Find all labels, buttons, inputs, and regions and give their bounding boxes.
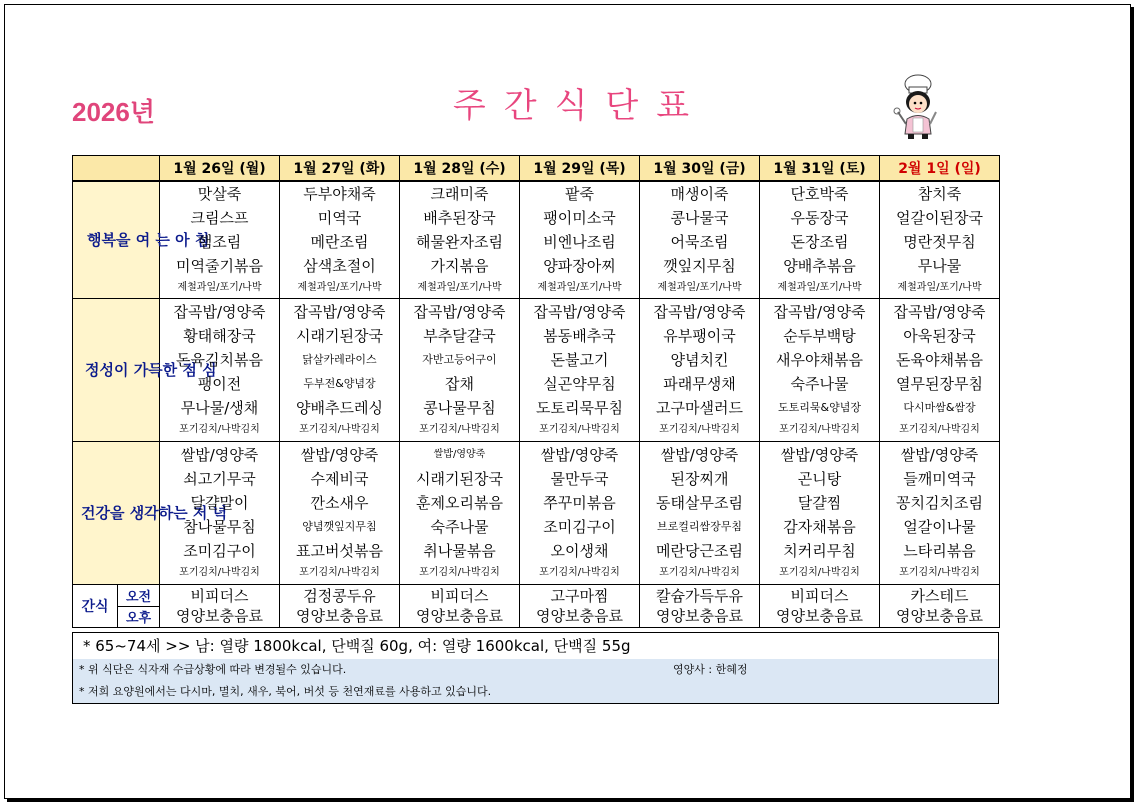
side-note: 제철과일/포기/나박	[177, 282, 262, 293]
menu-item: 잡곡밥/영양죽	[293, 303, 386, 321]
snack-am: 카스테드	[910, 587, 969, 605]
menu-item: 쌀밥/영양죽	[780, 446, 859, 464]
menu-item: 돈육야채볶음	[896, 351, 983, 369]
menu-cell	[640, 442, 760, 585]
snack-pm: 영양보충음료	[656, 607, 743, 625]
menu-item: 브로컬리쌈장무침	[656, 520, 742, 533]
menu-item: 된장찌개	[670, 470, 729, 488]
dietitian-name: 영양사 : 한혜정	[673, 663, 748, 676]
menu-item: 우동장국	[790, 209, 849, 227]
snack-cell	[520, 585, 640, 628]
menu-item: 열무된장무침	[896, 375, 983, 393]
menu-item: 훈제오리볶음	[416, 494, 503, 512]
snack-cell	[880, 585, 1000, 628]
menu-item: 잡곡밥/영양죽	[653, 303, 746, 321]
menu-item: 잡채	[445, 375, 474, 393]
menu-item: 도토리묵&양념장	[778, 401, 861, 414]
menu-cell	[520, 181, 640, 299]
snack-label-cell	[73, 585, 160, 628]
menu-item: 치커리무침	[783, 542, 856, 560]
menu-item: 감자채볶음	[783, 518, 856, 536]
side-note: 포기김치/나박김치	[179, 567, 260, 578]
side-note: 제철과일/포기/나박	[417, 282, 502, 293]
day-header: 1월 28일 (수)	[400, 156, 520, 182]
footer-line-1	[73, 659, 998, 681]
menu-cell	[880, 299, 1000, 442]
menu-cell	[280, 299, 400, 442]
menu-item: 숙주나물	[430, 518, 489, 536]
menu-item: 자반고등어구이	[422, 353, 497, 366]
menu-item: 고구마샐러드	[656, 399, 743, 417]
menu-item: 팽이미소국	[543, 209, 616, 227]
side-note: 포기김치/나박김치	[779, 424, 860, 435]
chef-illustration	[890, 74, 946, 140]
menu-item: 돈육김치볶음	[176, 351, 263, 369]
side-note: 제철과일/포기/나박	[297, 282, 382, 293]
snack-am: 고구마찜	[550, 587, 609, 605]
snack-pm: 영양보충음료	[296, 607, 383, 625]
lunch-row	[73, 299, 1000, 442]
menu-item: 달걀찜	[797, 494, 842, 512]
side-note: 제철과일/포기/나박	[537, 282, 622, 293]
menu-cell	[280, 442, 400, 585]
side-note: 제철과일/포기/나박	[777, 282, 862, 293]
menu-item: 쌀밥/영양죽	[433, 449, 486, 460]
snack-pm: 영양보충음료	[896, 607, 983, 625]
menu-item: 크림스프	[190, 209, 249, 227]
menu-item: 곤니탕	[797, 470, 842, 488]
menu-item: 양파장아찌	[543, 257, 616, 275]
breakfast-row	[73, 181, 1000, 299]
menu-item: 얼갈이나물	[903, 518, 976, 536]
menu-item: 명란젓무침	[903, 233, 976, 251]
menu-item: 들깨미역국	[903, 470, 976, 488]
menu-cell	[400, 181, 520, 299]
menu-item: 아욱된장국	[903, 327, 976, 345]
snack-cell	[400, 585, 520, 628]
menu-item: 쌀밥/영양죽	[660, 446, 739, 464]
menu-item: 참치죽	[917, 185, 962, 203]
side-note: 포기김치/나박김치	[659, 424, 740, 435]
menu-cell	[160, 299, 280, 442]
menu-cell	[760, 181, 880, 299]
dinner-row	[73, 442, 1000, 585]
ingredients-notice: * 저희 요양원에서는 다시마, 멸치, 새우, 북어, 버섯 등 천연재료를 사용하고 있습니다.	[73, 681, 998, 703]
side-note: 제철과일/포기/나박	[657, 282, 742, 293]
menu-item: 조미김구이	[543, 518, 616, 536]
menu-item: 쌀밥/영양죽	[900, 446, 979, 464]
menu-item: 도토리묵무침	[536, 399, 623, 417]
menu-item: 두부야채죽	[303, 185, 376, 203]
menu-item: 시래기된장국	[296, 327, 383, 345]
menu-item: 두부전&양념장	[303, 377, 376, 390]
snack-pm: 영양보충음료	[536, 607, 623, 625]
menu-item: 콩나물국	[670, 209, 729, 227]
menu-item: 물만두국	[550, 470, 609, 488]
meal-label	[73, 181, 210, 299]
nutrition-note: * 65~74세 >> 남: 열량 1800kcal, 단백질 60g, 여: 열량 1600kcal, 단백질 55g	[73, 632, 998, 659]
snack-am-label: 오전	[118, 585, 159, 607]
menu-item: 미역국	[317, 209, 362, 227]
side-note: 포기김치/나박김치	[299, 424, 380, 435]
menu-item: 콩나물무침	[423, 399, 496, 417]
menu-item: 쭈꾸미볶음	[543, 494, 616, 512]
menu-item: 햄조림	[197, 233, 242, 251]
day-header: 1월 27일 (화)	[280, 156, 400, 182]
menu-item: 미역줄기볶음	[176, 257, 263, 275]
menu-item: 배추된장국	[423, 209, 496, 227]
menu-item: 맛살죽	[197, 185, 242, 203]
menu-item: 양념치킨	[670, 351, 729, 369]
side-note: 포기김치/나박김치	[539, 424, 620, 435]
menu-item: 해물완자조림	[416, 233, 503, 251]
footer-notes	[72, 632, 999, 704]
menu-item: 크래미죽	[430, 185, 489, 203]
menu-item: 조미김구이	[183, 542, 256, 560]
day-header: 1월 31일 (토)	[760, 156, 880, 182]
meal-label-text: 행복을 여 는 아 침	[87, 231, 210, 249]
menu-item: 숙주나물	[790, 375, 849, 393]
menu-item: 양념깻잎지무침	[302, 520, 377, 533]
weekly-menu-table	[72, 155, 1000, 628]
snack-cell	[760, 585, 880, 628]
menu-item: 황태해장국	[183, 327, 256, 345]
menu-cell	[880, 181, 1000, 299]
menu-item: 팥죽	[565, 185, 594, 203]
snack-pm: 영양보충음료	[776, 607, 863, 625]
menu-cell	[880, 442, 1000, 585]
menu-item: 비엔나조림	[543, 233, 616, 251]
menu-cell	[640, 299, 760, 442]
menu-cell	[640, 181, 760, 299]
snack-pm: 영양보충음료	[416, 607, 503, 625]
menu-item: 무나물/생채	[180, 399, 259, 417]
menu-item: 시래기된장국	[416, 470, 503, 488]
menu-item: 닭살카레라이스	[302, 353, 377, 366]
side-note: 제철과일/포기/나박	[897, 282, 982, 293]
change-notice: * 위 식단은 식자재 수급상황에 따라 변경될수 있습니다.	[79, 663, 347, 676]
menu-item: 쌀밥/영양죽	[300, 446, 379, 464]
menu-item: 쌀밥/영양죽	[180, 446, 259, 464]
menu-item: 양배추드레싱	[296, 399, 383, 417]
menu-item: 취나물볶음	[423, 542, 496, 560]
menu-item: 표고버섯볶음	[296, 542, 383, 560]
menu-item: 메란조림	[310, 233, 369, 251]
menu-item: 새우야채볶음	[776, 351, 863, 369]
snack-am: 비피더스	[790, 587, 849, 605]
menu-item: 쇠고기무국	[183, 470, 256, 488]
menu-item: 실곤약무침	[543, 375, 616, 393]
menu-item: 유부팽이국	[663, 327, 736, 345]
menu-item: 깻잎지무침	[663, 257, 736, 275]
menu-item: 봄동배추국	[543, 327, 616, 345]
day-header: 1월 26일 (월)	[160, 156, 280, 182]
snack-am: 비피더스	[430, 587, 489, 605]
menu-cell	[520, 442, 640, 585]
year-label: 2026년	[72, 97, 155, 127]
side-note: 포기김치/나박김치	[539, 567, 620, 578]
snack-cell	[640, 585, 760, 628]
menu-item: 참나물무침	[183, 518, 256, 536]
menu-item: 달걀말이	[190, 494, 249, 512]
corner-cell	[73, 156, 160, 182]
side-note: 포기김치/나박김치	[179, 424, 260, 435]
menu-item: 오이생채	[550, 542, 609, 560]
side-note: 포기김치/나박김치	[899, 424, 980, 435]
menu-item: 메란당근조림	[656, 542, 743, 560]
menu-cell	[400, 299, 520, 442]
day-header-row	[73, 156, 1000, 182]
day-header: 1월 30일 (금)	[640, 156, 760, 182]
menu-item: 잡곡밥/영양죽	[533, 303, 626, 321]
snack-pm: 영양보충음료	[176, 607, 263, 625]
menu-item: 돈장조림	[790, 233, 849, 251]
menu-item: 부추달걀국	[423, 327, 496, 345]
day-header-holiday: 2월 1일 (일)	[880, 156, 1000, 182]
snack-am: 비피더스	[190, 587, 249, 605]
menu-item: 가지볶음	[430, 257, 489, 275]
menu-item: 다시마쌈&쌈장	[903, 401, 976, 414]
menu-item: 느타리볶음	[903, 542, 976, 560]
snack-label: 간식	[73, 585, 118, 627]
menu-item: 단호박죽	[790, 185, 849, 203]
snack-am: 칼슘가득두유	[656, 587, 743, 605]
meal-label	[73, 299, 217, 442]
menu-item: 순두부백탕	[783, 327, 856, 345]
menu-item: 매생이죽	[670, 185, 729, 203]
side-note: 포기김치/나박김치	[659, 567, 740, 578]
side-note: 포기김치/나박김치	[419, 567, 500, 578]
menu-item: 꽁치김치조림	[896, 494, 983, 512]
snack-cell	[160, 585, 280, 628]
menu-item: 무나물	[917, 257, 962, 275]
snack-row	[73, 585, 1000, 628]
menu-item: 삼색초절이	[303, 257, 376, 275]
side-note: 포기김치/나박김치	[299, 567, 380, 578]
menu-item: 잡곡밥/영양죽	[893, 303, 986, 321]
meal-label-text: 건강을 생각하는 저 녁	[81, 504, 228, 522]
menu-item: 쌀밥/영양죽	[540, 446, 619, 464]
menu-item: 동태살무조림	[656, 494, 743, 512]
menu-item: 팽이전	[197, 375, 242, 393]
menu-item: 돈불고기	[550, 351, 609, 369]
menu-item: 어묵조림	[670, 233, 729, 251]
side-note: 포기김치/나박김치	[419, 424, 500, 435]
menu-item: 수제비국	[310, 470, 369, 488]
side-note: 포기김치/나박김치	[779, 567, 860, 578]
menu-item: 잡곡밥/영양죽	[173, 303, 266, 321]
menu-item: 잡곡밥/영양죽	[413, 303, 506, 321]
menu-cell	[400, 442, 520, 585]
menu-item: 양배추볶음	[783, 257, 856, 275]
menu-item: 잡곡밥/영양죽	[773, 303, 866, 321]
snack-cell	[280, 585, 400, 628]
page-title: 주간식단표	[452, 86, 708, 126]
menu-cell	[520, 299, 640, 442]
menu-item: 파래무생채	[663, 375, 736, 393]
snack-am: 검정콩두유	[303, 587, 376, 605]
side-note: 포기김치/나박김치	[899, 567, 980, 578]
menu-item: 얼갈이된장국	[896, 209, 983, 227]
meal-label-text: 정성이 가득한 점 심	[85, 361, 217, 379]
menu-cell	[760, 299, 880, 442]
snack-pm-label: 오후	[125, 611, 152, 627]
day-header: 1월 29일 (목)	[520, 156, 640, 182]
menu-item: 깐소새우	[310, 494, 369, 512]
menu-cell	[760, 442, 880, 585]
menu-cell	[280, 181, 400, 299]
